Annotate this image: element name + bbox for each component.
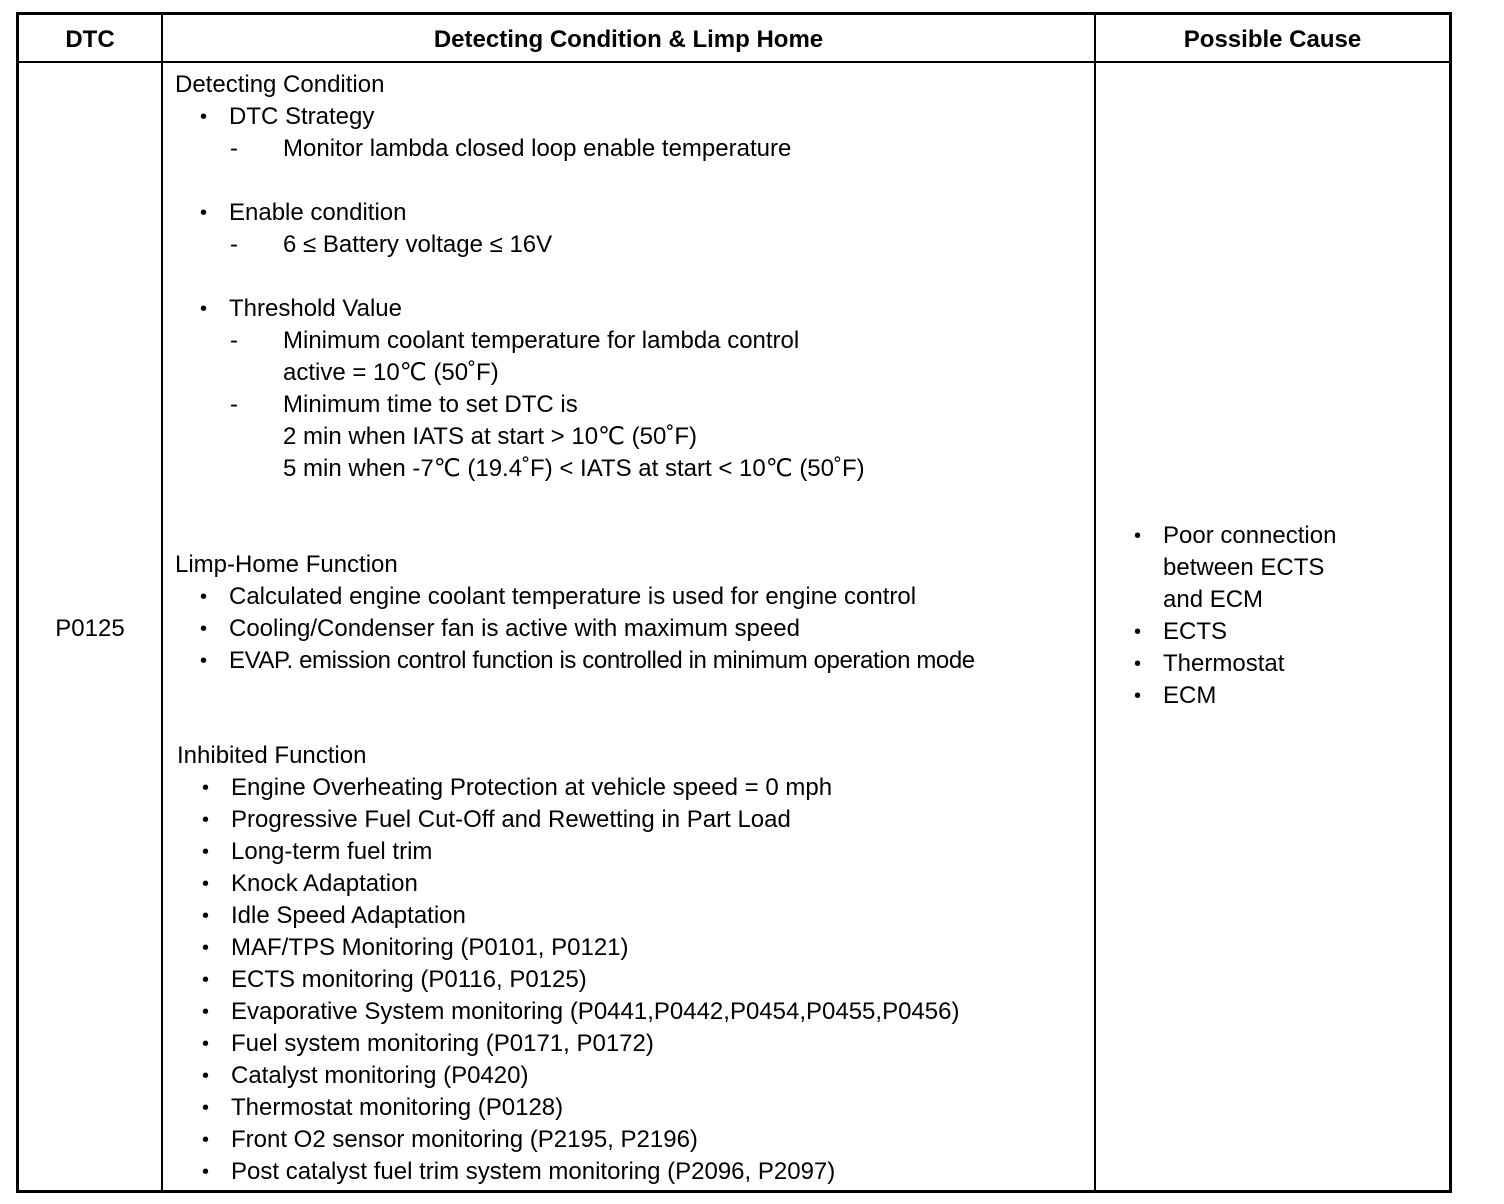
- bullet-icon: •: [200, 650, 208, 672]
- bullet-icon: •: [202, 1001, 210, 1023]
- list-subitem: - Monitor lambda closed loop enable temperature: [175, 133, 865, 165]
- bullet-icon: •: [200, 618, 208, 640]
- list-item: • Catalyst monitoring (P0420): [177, 1060, 959, 1092]
- bullet-icon: •: [200, 298, 208, 320]
- list-item: • Enable condition: [175, 197, 865, 229]
- inhibited-section: [177, 740, 959, 1188]
- bullet-icon: •: [1134, 653, 1142, 675]
- bullet-icon: •: [202, 841, 210, 863]
- dtc-code: P0125: [55, 615, 125, 642]
- section-title: Limp-Home Function: [175, 551, 398, 578]
- bullet-icon: •: [1134, 621, 1142, 643]
- column-divider: [1094, 15, 1096, 1190]
- limp-home-section: [175, 549, 975, 677]
- bullet-icon: •: [1134, 525, 1142, 547]
- dash-icon: -: [230, 391, 238, 418]
- bullet-icon: •: [200, 202, 208, 224]
- list-subitem: - Minimum time to set DTC is: [175, 389, 865, 421]
- list-item: • Fuel system monitoring (P0171, P0172): [177, 1028, 959, 1060]
- header-cause: Possible Cause: [1183, 26, 1362, 53]
- list-item: • Post catalyst fuel trim system monitoring (P2096, P2097): [177, 1156, 959, 1188]
- list-item-continuation: between ECTS: [1163, 554, 1325, 581]
- bullet-icon: •: [202, 1129, 210, 1151]
- header-condition: Detecting Condition & Limp Home: [433, 26, 824, 53]
- bullet-icon: •: [202, 809, 210, 831]
- list-subitem: - Minimum coolant temperature for lambda control: [175, 325, 865, 357]
- bullet-icon: •: [200, 106, 208, 128]
- list-item: • EVAP. emission control function is controlled in minimum operation mode: [175, 645, 975, 677]
- bullet-icon: •: [202, 873, 210, 895]
- bullet-icon: •: [202, 777, 210, 799]
- list-subitem-continuation: 5 min when -7℃ (19.4˚F) < IATS at start < 10℃ (50˚F): [283, 455, 865, 482]
- list-subitem-continuation: 2 min when IATS at start > 10℃ (50˚F): [283, 423, 697, 450]
- list-item: • Thermostat: [1116, 648, 1336, 680]
- list-item: • ECTS: [1116, 616, 1336, 648]
- list-item: • Poor connection: [1116, 520, 1336, 552]
- list-item: • Front O2 sensor monitoring (P2195, P2196): [177, 1124, 959, 1156]
- list-item-continuation: and ECM: [1163, 586, 1264, 613]
- section-title: Detecting Condition: [175, 71, 385, 98]
- bullet-icon: •: [200, 586, 208, 608]
- list-item: • Evaporative System monitoring (P0441,P0442,P0454,P0455,P0456): [177, 996, 959, 1028]
- possible-cause-list: [1116, 520, 1336, 712]
- dash-icon: -: [230, 135, 238, 162]
- list-item: • DTC Strategy: [175, 101, 865, 133]
- list-item: • Thermostat monitoring (P0128): [177, 1092, 959, 1124]
- header-divider: [19, 61, 1449, 63]
- dash-icon: -: [230, 231, 238, 258]
- bullet-icon: •: [202, 905, 210, 927]
- list-item: • Idle Speed Adaptation: [177, 900, 959, 932]
- column-divider: [161, 15, 163, 1190]
- list-item: • ECTS monitoring (P0116, P0125): [177, 964, 959, 996]
- bullet-icon: •: [1134, 685, 1142, 707]
- detecting-condition-section: [175, 69, 865, 485]
- dash-icon: -: [230, 327, 238, 354]
- bullet-icon: •: [202, 1065, 210, 1087]
- list-item: • Calculated engine coolant temperature is used for engine control: [175, 581, 975, 613]
- list-item: • Engine Overheating Protection at vehicle speed = 0 mph: [177, 772, 959, 804]
- list-subitem-continuation: active = 10℃ (50˚F): [283, 359, 499, 386]
- bullet-icon: •: [202, 1161, 210, 1183]
- bullet-icon: •: [202, 969, 210, 991]
- list-item: • Threshold Value: [175, 293, 865, 325]
- list-item: • MAF/TPS Monitoring (P0101, P0121): [177, 932, 959, 964]
- header-dtc: DTC: [65, 26, 115, 53]
- bullet-icon: •: [202, 1033, 210, 1055]
- list-item: • ECM: [1116, 680, 1336, 712]
- list-subitem: - 6 ≤ Battery voltage ≤ 16V: [175, 229, 865, 261]
- section-title: Inhibited Function: [177, 742, 367, 769]
- list-item: • Long-term fuel trim: [177, 836, 959, 868]
- list-item: • Knock Adaptation: [177, 868, 959, 900]
- bullet-icon: •: [202, 937, 210, 959]
- list-item: • Progressive Fuel Cut-Off and Rewetting in Part Load: [177, 804, 959, 836]
- list-item: • Cooling/Condenser fan is active with maximum speed: [175, 613, 975, 645]
- bullet-icon: •: [202, 1097, 210, 1119]
